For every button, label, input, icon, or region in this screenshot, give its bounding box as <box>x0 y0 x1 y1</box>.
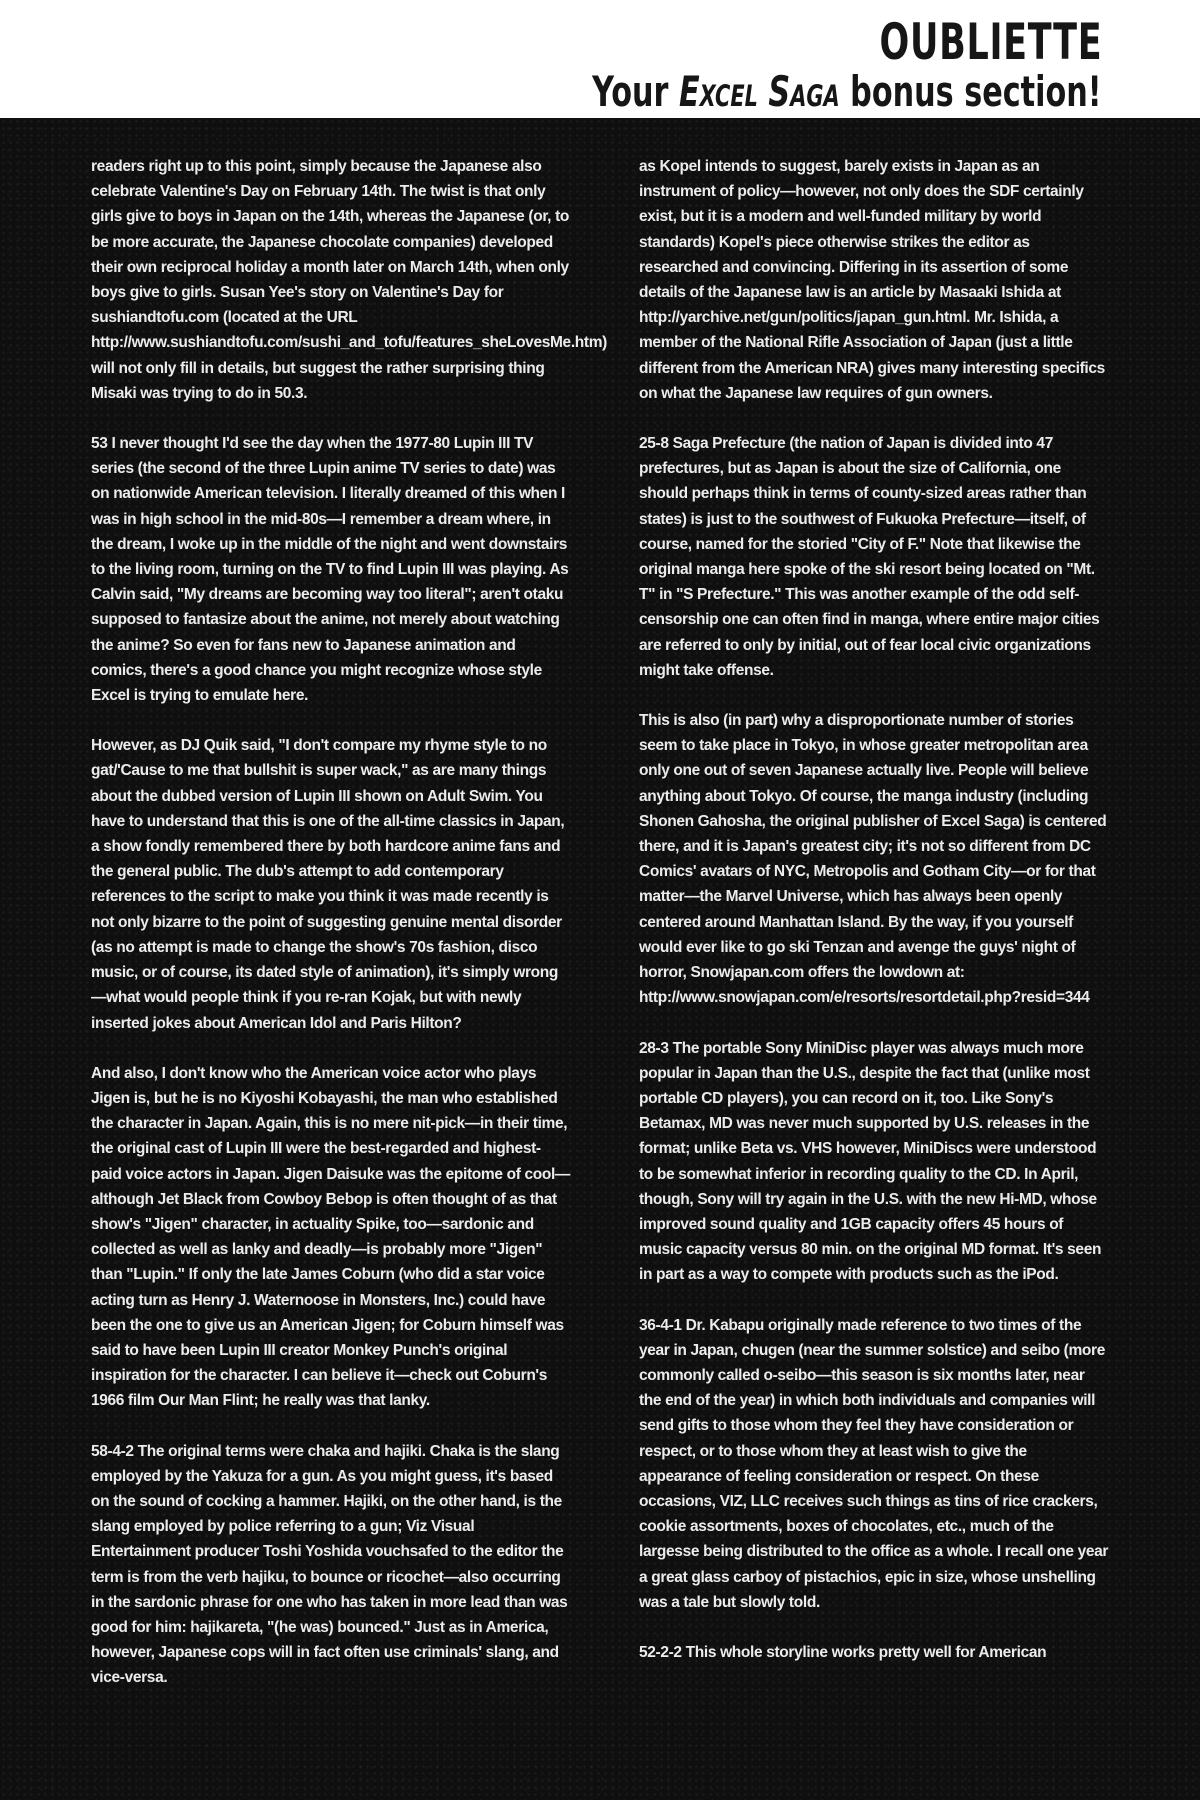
paragraph-note-58-4-2: 58-4-2 The original terms were chaka and hajiki. Chaka is the slang employed by the Yakuza for a gun. As you might guess, it's based on the sound of cocking a hammer. Hajiki, on the other hand, is the slang employed by police referring to a gun; Viz Visual Entertainment producer Toshi Yoshida vouchsafed to the editor the term is from the verb hajiku, to bounce or ricochet—also occurring in the sardonic phrase for one who has taken in more lead than was good for him: hajikareta, "(he was) bounced." Just as in America, however, Japanese cops will in fact often use criminals' slang, and vice-versa. <box>91 1442 568 1687</box>
page-header <box>0 0 1200 118</box>
section-title: OUBLIETTE <box>879 13 1102 71</box>
paragraph-note-53: 53 I never thought I'd see the day when the 1977-80 Lupin III TV series (the second of the three Lupin anime TV series to date) was on nationwide American television. I literally dreamed of this when I was in high school in the mid-80s—I remember a dream where, in the dream, I woke up in the middle of the night and went downstairs to the living room, turning on the TV to find Lupin III was playing. As Calvin said, "My dreams are becoming way too literal"; aren't otaku supposed to fantasize about the anime, not merely about watching the anime? So even for fans new to Japanese animation and comics, there's a good chance you might recognize whose style Excel is trying to emulate here. <box>91 435 569 705</box>
subtitle-suffix: bonus section! <box>840 67 1102 116</box>
paragraph-note-36-4-1: 36-4-1 Dr. Kabapu originally made reference to two times of the year in Japan, chugen (near the summer solstice) and seibo (more commonly called o-seibo—this season is six months later, near the end of the year) in which both individuals and companies will send gifts to those whom they feel they have consideration or respect, or to those whom they at least wish to give the appearance of feeling consideration or respect. On these occasions, VIZ, LLC receives such things as tins of rice crackers, cookie assortments, boxes of chocolates, etc., much of the largesse being distributed to the office as a whole. I recall one year a great glass carboy of pistachios, epic in size, whose unshelling was a tale but slowly told. <box>639 1316 1109 1611</box>
paragraph-tokyo: This is also (in part) why a disproportionate number of stories seem to take place in Tokyo, in whose greater metropolitan area only one out of seven Japanese actually live. People will believe anything about Tokyo. Of course, the manga industry (including Shonen Gahosha, the original publisher of Excel Saga) is centered there, and it is Japan's greatest city; it's not so different from DC Comics' avatars of NYC, Metropolis and Gotham City—or for that matter—the Marvel Universe, which has always been openly centered around Manhattan Island. By the way, if you yourself would ever like to go ski Tenzan and avenge the guys' night of horror, Snowjapan.com offers the lowdown at: http://www.snowjapan.com/e/resorts/resortdetail.php?resid=344 <box>639 712 1107 1007</box>
paragraph-kopel: as Kopel intends to suggest, barely exists in Japan as an instrument of policy—however, not only does the SDF certainly exist, but it is a modern and well-funded military by world standards) Kopel's piece otherwise strikes the editor as researched and convincing. Differing in its assertion of some details of the Japanese law is an article by Masaaki Ishida at http://yarchive.net/gun/politics/japan_gun.html. Mr. Ishida, a member of the National Rifle Association of Japan (just a little different from the American NRA) gives many interesting specifics on what the Japanese law requires of gun owners. <box>639 158 1105 402</box>
paragraph-valentines: readers right up to this point, simply because the Japanese also celebrate Valentine's Day on February 14th. The twist is that only girls give to boys in Japan on the 14th, whereas the Japanese (or, to be more accurate, the Japanese chocolate companies) developed their own reciprocal holiday a month later on March 14th, when only boys give to girls. Susan Yee's story on Valentine's Day for sushiandtofu.com (located at the URL http://www.sushiandtofu.com/sushi_and_tofu/features_sheLovesMe.htm) will not only fill in details, but suggest the rather surprising thing Misaki was trying to do in 50.3. <box>91 158 607 402</box>
paragraph-dj-quik: However, as DJ Quik said, "I don't compare my rhyme style to no gat/'Cause to me that bullshit is super wack," as are many things about the dubbed version of Lupin III shown on Adult Swim. You have to understand that this is one of the all-time classics in Japan, a show fondly remembered there by both hardcore anime fans and the general public. The dub's attempt to add contemporary references to the script to make you think it was made recently is not only bizarre to the point of suggesting genuine mental disorder (as no attempt is made to change the show's 70s fashion, disco music, or of course, its dated style of animation), it's simply wrong—what would people think if you re-ran Kojak, but with newly inserted jokes about American Idol and Paris Hilton? <box>91 737 565 1032</box>
paragraph-jigen: And also, I don't know who the American voice actor who plays Jigen is, but he is no Kiyoshi Kobayashi, the man who established the character in Japan. Again, this is no mere nit-pick—in their time, the original cast of Lupin III were the best-regarded and highest-paid voice actors in Japan. Jigen Daisuke was the epitome of cool—although Jet Black from Cowboy Bebop is often thought of as that show's "Jigen" character, in actuality Spike, too—sardonic and collected as well as lanky and deadly—is probably more "Jigen" than "Lupin." If only the late James Coburn (who did a star voice acting turn as Henry J. Waternoose in Monsters, Inc.) could have been the one to give us an American Jigen; for Coburn himself was said to have been Lupin III creator Monkey Punch's original inspiration for the character. I can believe it—check out Coburn's 1966 film Our Man Flint; he really was that lanky. <box>91 1064 571 1410</box>
subtitle-prefix: Your <box>592 67 680 116</box>
section-subtitle <box>593 68 1102 116</box>
paragraph-note-52-2-2: 52-2-2 This whole storyline works pretty well for American <box>639 1643 1047 1661</box>
paragraph-note-25-8: 25-8 Saga Prefecture (the nation of Japan is divided into 47 prefectures, but as Japan is about the size of California, one should perhaps think in terms of county-sized areas rather than states) is just to the southwest of Fukuoka Prefecture—itself, of course, named for the storied "City of F." Note that likewise the original manga here spoke of the ski resort being located on "Mt. T" in "S Prefecture." This was another example of the odd self-censorship one can often find in manga, where entire major cities are referred to only by initial, out of fear local civic organizations might take offense. <box>639 435 1100 679</box>
paragraph-note-28-3: 28-3 The portable Sony MiniDisc player was always much more popular in Japan than the U.S., despite the fact that (unlike most portable CD players), you can record on it, too. Like Sony's Betamax, MD was never much supported by U.S. releases in the format; unlike Beta vs. VHS however, MiniDiscs were understood to be somewhat inferior in recording quality to the CD. In April, though, Sony will try again in the U.S. with the new Hi-MD, whose improved sound quality and 1GB capacity offers 45 hours of music capacity versus 80 min. on the original MD format. It's seen in part as a way to compete with products such as the iPod. <box>639 1039 1102 1284</box>
right-column <box>639 154 1109 1665</box>
subtitle-series-name: Excel Saga <box>679 67 841 116</box>
left-column <box>91 154 607 1691</box>
